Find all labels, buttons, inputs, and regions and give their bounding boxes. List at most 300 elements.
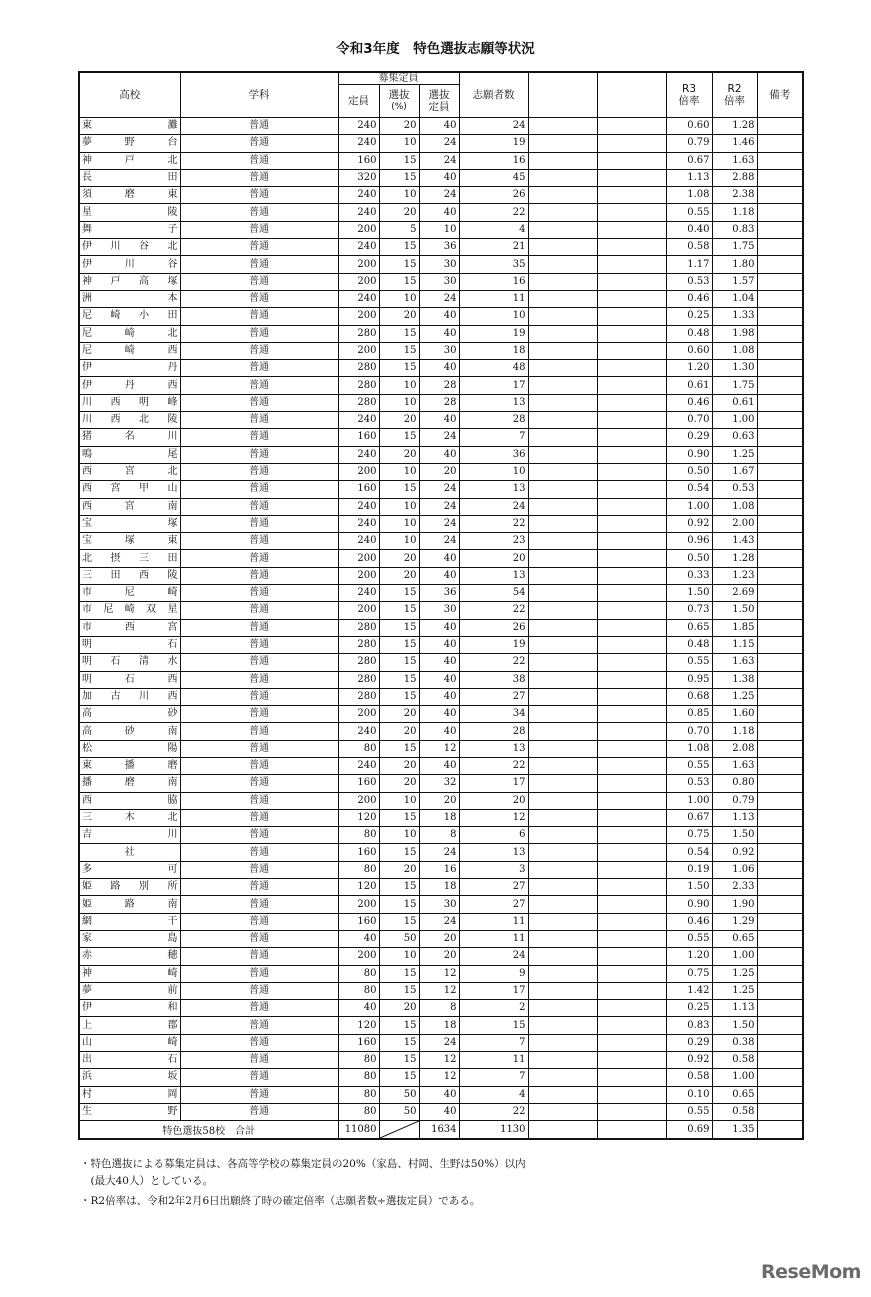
capacity-cell: 80 — [338, 1103, 379, 1120]
remarks-cell — [757, 948, 803, 965]
school-name-char: 陵 — [167, 569, 178, 581]
blank-cell-2 — [597, 515, 666, 532]
blank-cell-1 — [528, 412, 597, 429]
school-name-char: 古 — [110, 690, 121, 702]
capacity-cell: 80 — [338, 827, 379, 844]
blank-cell-1 — [528, 446, 597, 463]
capacity-cell: 200 — [338, 463, 379, 480]
school-name-char: 西 — [167, 690, 178, 702]
school-name-cell — [79, 636, 180, 653]
r3-ratio-cell: 1.00 — [666, 498, 712, 515]
school-name-char: 陵 — [167, 206, 178, 218]
dept-cell: 普通 — [180, 982, 338, 999]
selection-pct-cell: 10 — [379, 792, 419, 809]
selection-cap-cell: 36 — [419, 239, 459, 256]
selection-pct-cell: 50 — [379, 930, 419, 947]
blank-cell-2 — [597, 221, 666, 238]
school-name-char: 磨 — [124, 777, 135, 789]
school-name-cell — [79, 187, 180, 204]
blank-cell-1 — [528, 879, 597, 896]
capacity-cell: 240 — [338, 723, 379, 740]
school-name-char: 丹 — [124, 379, 135, 391]
dept-cell: 普通 — [180, 1086, 338, 1103]
applicants-cell: 19 — [459, 135, 528, 152]
remarks-cell — [757, 792, 803, 809]
applicants-cell: 13 — [459, 394, 528, 411]
r3-ratio-cell: 1.17 — [666, 256, 712, 273]
school-name-char: 北 — [167, 466, 178, 478]
r2-ratio-cell: 1.18 — [712, 204, 757, 221]
r3-ratio-cell: 0.60 — [666, 342, 712, 359]
school-name-char: 野 — [167, 1106, 178, 1118]
r2-ratio-cell: 1.60 — [712, 706, 757, 723]
school-name-char: 市 — [82, 604, 92, 616]
dept-cell: 普通 — [180, 809, 338, 826]
school-name-char: 神 — [82, 275, 92, 287]
applicants-cell: 9 — [459, 965, 528, 982]
selection-cap-cell: 40 — [419, 671, 459, 688]
table-row — [79, 169, 803, 186]
school-name-char: 山 — [167, 483, 178, 495]
blank-cell-2 — [597, 706, 666, 723]
total-blank-2 — [597, 1121, 666, 1140]
total-r3: 0.69 — [666, 1121, 712, 1140]
school-name-char: 摂 — [110, 552, 121, 564]
r2-ratio-cell: 1.38 — [712, 671, 757, 688]
applicants-cell: 48 — [459, 360, 528, 377]
school-name — [82, 916, 178, 928]
school-name-char: 崎 — [167, 587, 178, 599]
dept-cell: 普通 — [180, 602, 338, 619]
dept-cell: 普通 — [180, 290, 338, 307]
blank-cell-1 — [528, 844, 597, 861]
table-row — [79, 567, 803, 584]
applicants-cell: 11 — [459, 913, 528, 930]
r3-ratio-cell: 0.68 — [666, 688, 712, 705]
blank-cell-1 — [528, 273, 597, 290]
dept-cell: 普通 — [180, 463, 338, 480]
selection-cap-cell: 40 — [419, 118, 459, 135]
school-name-char: 野 — [124, 137, 135, 149]
capacity-cell: 120 — [338, 809, 379, 826]
applicants-cell: 34 — [459, 706, 528, 723]
table-row — [79, 861, 803, 878]
r2-ratio-cell: 1.90 — [712, 896, 757, 913]
selection-pct-cell: 15 — [379, 360, 419, 377]
selection-pct-cell: 10 — [379, 515, 419, 532]
school-name-char: 東 — [82, 760, 92, 772]
school-name — [82, 276, 178, 288]
r2-ratio-cell: 1.75 — [712, 377, 757, 394]
applicants-cell: 19 — [459, 325, 528, 342]
table-row — [79, 775, 803, 792]
capacity-cell: 240 — [338, 118, 379, 135]
r3-ratio-cell: 0.70 — [666, 723, 712, 740]
total-remarks — [757, 1121, 803, 1140]
header-selection-cap — [419, 85, 459, 118]
blank-cell-1 — [528, 515, 597, 532]
blank-cell-2 — [597, 757, 666, 774]
school-name — [82, 812, 178, 824]
school-name-char: 戸 — [110, 275, 121, 287]
selection-cap-cell: 30 — [419, 602, 459, 619]
school-name-char: 高 — [139, 275, 149, 287]
capacity-cell: 200 — [338, 567, 379, 584]
school-name-char: 尼 — [124, 587, 135, 599]
dept-cell: 普通 — [180, 723, 338, 740]
school-name — [82, 570, 178, 582]
school-name-char: 崎 — [167, 967, 178, 979]
remarks-cell — [757, 1103, 803, 1120]
r3-ratio-cell: 0.55 — [666, 930, 712, 947]
selection-cap-cell: 20 — [419, 792, 459, 809]
blank-cell-2 — [597, 533, 666, 550]
dept-cell: 普通 — [180, 204, 338, 221]
selection-pct-cell: 15 — [379, 671, 419, 688]
r3-ratio-cell: 0.58 — [666, 1069, 712, 1086]
blank-cell-1 — [528, 827, 597, 844]
blank-cell-1 — [528, 654, 597, 671]
school-name-cell — [79, 550, 180, 567]
dept-cell: 普通 — [180, 585, 338, 602]
r2-ratio-cell: 2.88 — [712, 169, 757, 186]
dept-cell: 普通 — [180, 757, 338, 774]
selection-cap-cell: 40 — [419, 169, 459, 186]
remarks-cell — [757, 273, 803, 290]
school-name — [82, 933, 178, 945]
blank-cell-2 — [597, 913, 666, 930]
r3-ratio-cell: 0.61 — [666, 377, 712, 394]
selection-cap-cell: 24 — [419, 187, 459, 204]
applicants-cell: 11 — [459, 930, 528, 947]
r2-ratio-cell: 1.63 — [712, 152, 757, 169]
school-name — [82, 708, 178, 720]
applicants-cell: 12 — [459, 809, 528, 826]
dept-cell: 普通 — [180, 446, 338, 463]
r2-ratio-cell: 1.80 — [712, 256, 757, 273]
school-name-char: 郡 — [167, 1019, 178, 1031]
school-name-cell — [79, 775, 180, 792]
selection-pct-cell: 20 — [379, 706, 419, 723]
applicants-cell: 22 — [459, 515, 528, 532]
blank-cell-1 — [528, 775, 597, 792]
blank-cell-1 — [528, 498, 597, 515]
r3-ratio-cell: 0.60 — [666, 118, 712, 135]
remarks-cell — [757, 412, 803, 429]
school-name-char: 崎 — [110, 310, 121, 322]
selection-pct-cell: 20 — [379, 118, 419, 135]
capacity-cell: 200 — [338, 256, 379, 273]
selection-cap-cell: 28 — [419, 377, 459, 394]
dept-cell: 普通 — [180, 619, 338, 636]
school-name — [82, 397, 178, 409]
total-r2: 1.35 — [712, 1121, 757, 1140]
dept-cell: 普通 — [180, 740, 338, 757]
total-applicants: 1130 — [459, 1121, 528, 1140]
selection-pct-cell: 15 — [379, 585, 419, 602]
school-name-char: 西 — [82, 794, 92, 806]
blank-cell-1 — [528, 896, 597, 913]
dept-cell: 普通 — [180, 325, 338, 342]
applicants-cell: 27 — [459, 688, 528, 705]
table-row — [79, 481, 803, 498]
r3-ratio-cell: 0.92 — [666, 1052, 712, 1069]
dept-cell: 普通 — [180, 377, 338, 394]
school-name-char: 加 — [82, 690, 92, 702]
selection-pct-cell: 15 — [379, 913, 419, 930]
capacity-cell: 80 — [338, 1069, 379, 1086]
table-row — [79, 706, 803, 723]
school-name-cell — [79, 723, 180, 740]
blank-cell-1 — [528, 688, 597, 705]
remarks-cell — [757, 879, 803, 896]
blank-cell-1 — [528, 636, 597, 653]
selection-pct-cell: 15 — [379, 982, 419, 999]
blank-cell-2 — [597, 273, 666, 290]
r3-ratio-cell: 0.55 — [666, 654, 712, 671]
applicants-cell: 16 — [459, 273, 528, 290]
school-name-char: 和 — [167, 1002, 178, 1014]
school-name — [82, 431, 178, 443]
r3-ratio-cell: 0.70 — [666, 412, 712, 429]
selection-pct-cell: 15 — [379, 429, 419, 446]
blank-cell-1 — [528, 930, 597, 947]
r2-ratio-cell: 1.63 — [712, 654, 757, 671]
dept-cell: 普通 — [180, 1052, 338, 1069]
school-name-char: 谷 — [139, 241, 149, 253]
r3-ratio-cell: 0.55 — [666, 757, 712, 774]
table-row — [79, 879, 803, 896]
school-name-char: 水 — [167, 656, 178, 668]
blank-cell-1 — [528, 861, 597, 878]
school-name-char: 市 — [82, 621, 92, 633]
capacity-cell: 160 — [338, 844, 379, 861]
school-name-char: 北 — [167, 812, 178, 824]
school-name — [82, 362, 178, 374]
applicants-cell: 15 — [459, 1017, 528, 1034]
header-blank-1 — [528, 72, 597, 118]
capacity-cell: 240 — [338, 412, 379, 429]
blank-cell-2 — [597, 169, 666, 186]
remarks-cell — [757, 654, 803, 671]
school-name-cell — [79, 809, 180, 826]
r2-ratio-cell: 2.33 — [712, 879, 757, 896]
blank-cell-2 — [597, 844, 666, 861]
dept-cell: 普通 — [180, 152, 338, 169]
school-name-cell — [79, 221, 180, 238]
blank-cell-2 — [597, 602, 666, 619]
school-name-char: 尼 — [82, 345, 92, 356]
capacity-cell: 200 — [338, 896, 379, 913]
capacity-cell: 160 — [338, 1034, 379, 1051]
dept-cell: 普通 — [180, 1103, 338, 1120]
table-row — [79, 118, 803, 135]
school-name — [82, 189, 178, 201]
header-r2 — [712, 72, 757, 118]
applicants-cell: 20 — [459, 792, 528, 809]
school-name-cell — [79, 169, 180, 186]
selection-pct-cell: 15 — [379, 481, 419, 498]
applicants-cell: 10 — [459, 308, 528, 325]
selection-cap-cell: 30 — [419, 256, 459, 273]
school-name — [82, 483, 178, 495]
school-name-char: 東 — [167, 189, 178, 201]
school-name-cell — [79, 1103, 180, 1120]
blank-cell-2 — [597, 1017, 666, 1034]
school-name-char: 前 — [167, 984, 178, 996]
school-name-cell — [79, 394, 180, 411]
selection-pct-cell: 15 — [379, 879, 419, 896]
school-name-char: 星 — [82, 206, 92, 218]
table-row — [79, 515, 803, 532]
school-name-char: 須 — [82, 189, 92, 201]
applicants-cell: 20 — [459, 550, 528, 567]
school-name-char: 夢 — [82, 984, 92, 996]
school-name-char: 清 — [139, 656, 149, 668]
capacity-cell: 200 — [338, 792, 379, 809]
r2-ratio-cell: 1.18 — [712, 723, 757, 740]
table-row — [79, 533, 803, 550]
r2-ratio-cell: 1.04 — [712, 290, 757, 307]
school-name-char: 市 — [82, 587, 92, 599]
school-name-char: 尼 — [103, 604, 114, 616]
capacity-cell: 80 — [338, 1086, 379, 1103]
selection-pct-cell: 10 — [379, 463, 419, 480]
applicants-cell: 2 — [459, 1000, 528, 1017]
school-name-char: 磨 — [167, 760, 178, 772]
table-row — [79, 152, 803, 169]
remarks-cell — [757, 308, 803, 325]
blank-cell-1 — [528, 965, 597, 982]
r2-ratio-cell: 0.65 — [712, 1086, 757, 1103]
school-name-char: 石 — [110, 656, 121, 668]
r3-ratio-cell: 1.50 — [666, 879, 712, 896]
r2-ratio-cell: 1.13 — [712, 809, 757, 826]
applicants-cell: 13 — [459, 481, 528, 498]
selection-cap-cell: 40 — [419, 204, 459, 221]
school-name-cell — [79, 239, 180, 256]
dept-cell: 普通 — [180, 965, 338, 982]
school-name — [82, 899, 178, 911]
applicants-cell: 22 — [459, 757, 528, 774]
school-name-char: 北 — [167, 154, 178, 166]
selection-pct-cell: 15 — [379, 1052, 419, 1069]
capacity-cell: 200 — [338, 221, 379, 238]
r3-ratio-cell: 1.20 — [666, 360, 712, 377]
selection-pct-cell: 15 — [379, 619, 419, 636]
r2-ratio-cell: 1.98 — [712, 325, 757, 342]
capacity-cell: 280 — [338, 654, 379, 671]
dept-cell: 普通 — [180, 394, 338, 411]
blank-cell-2 — [597, 550, 666, 567]
dept-cell: 普通 — [180, 654, 338, 671]
remarks-cell — [757, 481, 803, 498]
selection-pct-cell: 15 — [379, 896, 419, 913]
dept-cell: 普通 — [180, 688, 338, 705]
note-1: ・特色選抜による募集定員は、各高等学校の募集定員の20%（家島、村岡、生野は50%）以内 — [80, 1158, 526, 1170]
remarks-cell — [757, 169, 803, 186]
school-name-cell — [79, 671, 180, 688]
school-name-cell — [79, 1000, 180, 1017]
capacity-cell: 200 — [338, 308, 379, 325]
school-name-char: 西 — [139, 569, 149, 581]
blank-cell-2 — [597, 412, 666, 429]
dept-cell: 普通 — [180, 1034, 338, 1051]
remarks-cell — [757, 239, 803, 256]
header-dept: 学科 — [180, 72, 338, 118]
school-name-cell — [79, 792, 180, 809]
blank-cell-2 — [597, 429, 666, 446]
table-row — [79, 221, 803, 238]
total-capacity: 11080 — [338, 1121, 379, 1140]
remarks-cell — [757, 1017, 803, 1034]
selection-pct-cell: 15 — [379, 342, 419, 359]
remarks-cell — [757, 671, 803, 688]
selection-cap-cell: 18 — [419, 879, 459, 896]
applicants-cell: 24 — [459, 948, 528, 965]
selection-cap-cell: 40 — [419, 550, 459, 567]
blank-cell-2 — [597, 930, 666, 947]
blank-cell-1 — [528, 1103, 597, 1120]
applicants-cell: 26 — [459, 187, 528, 204]
capacity-cell: 280 — [338, 394, 379, 411]
school-name-char: 名 — [124, 431, 135, 443]
school-name — [82, 743, 178, 755]
selection-pct-cell: 15 — [379, 152, 419, 169]
applicants-cell: 35 — [459, 256, 528, 273]
school-name-char: 西 — [110, 396, 121, 408]
blank-cell-1 — [528, 948, 597, 965]
capacity-cell: 240 — [338, 498, 379, 515]
blank-cell-2 — [597, 290, 666, 307]
school-name-cell — [79, 308, 180, 325]
school-name-char: 社 — [124, 846, 135, 858]
remarks-cell — [757, 1000, 803, 1017]
applicants-cell: 11 — [459, 1052, 528, 1069]
selection-cap-cell: 24 — [419, 1034, 459, 1051]
blank-cell-1 — [528, 1052, 597, 1069]
school-name — [82, 466, 178, 478]
dept-cell: 普通 — [180, 827, 338, 844]
school-name-char: 三 — [82, 569, 92, 581]
blank-cell-2 — [597, 809, 666, 826]
school-name-char: 松 — [82, 742, 92, 754]
dept-cell: 普通 — [180, 429, 338, 446]
capacity-cell: 40 — [338, 930, 379, 947]
school-name-cell — [79, 515, 180, 532]
r2-ratio-cell: 1.25 — [712, 688, 757, 705]
applicants-cell: 23 — [459, 533, 528, 550]
blank-cell-1 — [528, 1069, 597, 1086]
school-name-char: 川 — [139, 690, 149, 702]
school-name-char: 南 — [167, 898, 178, 910]
dept-cell: 普通 — [180, 636, 338, 653]
selection-pct-cell: 5 — [379, 221, 419, 238]
school-name-char: 三 — [82, 812, 92, 824]
school-name-char: 宝 — [82, 535, 92, 547]
school-name-cell — [79, 965, 180, 982]
r3-ratio-cell: 1.50 — [666, 585, 712, 602]
school-name-cell — [79, 930, 180, 947]
r3-ratio-cell: 0.50 — [666, 463, 712, 480]
school-name-char: 岡 — [167, 1088, 178, 1100]
table-row — [79, 463, 803, 480]
blank-cell-1 — [528, 463, 597, 480]
r3-ratio-cell: 0.29 — [666, 429, 712, 446]
header-r2-line1: R2 — [727, 83, 742, 95]
remarks-cell — [757, 827, 803, 844]
diagonal-slash — [380, 1121, 419, 1138]
